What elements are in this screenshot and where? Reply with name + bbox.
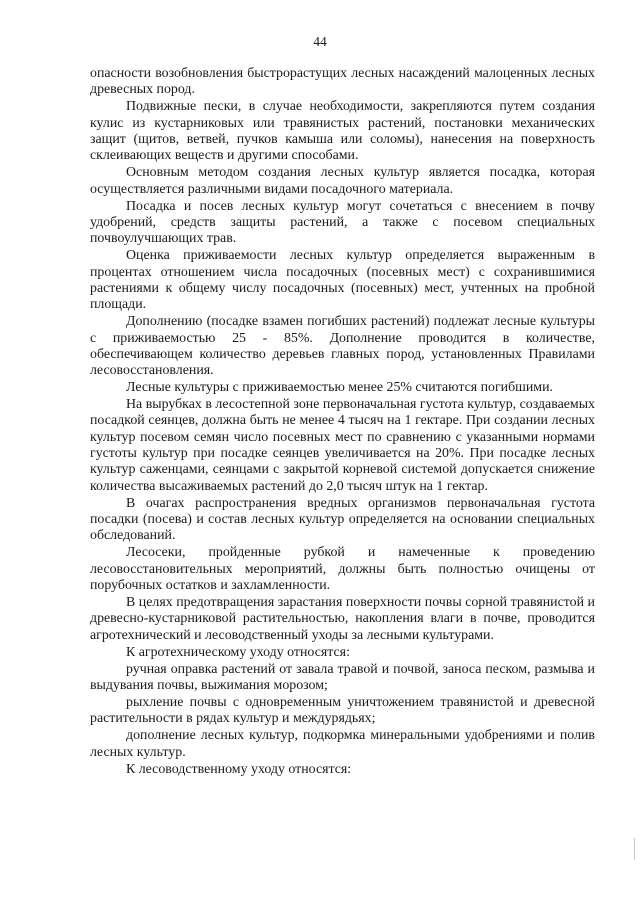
page-number: 44 xyxy=(313,34,327,49)
paragraph: К лесоводственному уходу относятся: xyxy=(126,761,352,777)
paragraph: Основным методом создания лесных культур является посадка, которая осуществляется различными видами посадочного материала. xyxy=(90,165,595,197)
paragraph: дополнение лесных культур, подкормка минеральными удобрениями и полив лесных культур. xyxy=(90,728,595,760)
paragraph: Посадка и посев лесных культур могут сочетаться с внесением в почву удобрений, средств защиты растений, а также с посевом специальных почвоулучшающих трав. xyxy=(90,198,595,247)
paragraph: Подвижные пески, в случае необходимости, закрепляются путем создания кулис из кустарниковых или травянистых растений, постановки механических защит (щитов, ветвей, пучков камыша или соломы), нанесения на поверхность склеивающих веществ и другими способами. xyxy=(90,99,595,164)
paragraph: Дополнению (посадке взамен погибших растений) подлежат лесные культуры с приживаемостью 25 - 85%. Дополнение проводится в количестве, обеспечивающем количество деревьев главных пород, установленных Правилами лесовосстановления. xyxy=(90,314,595,379)
paragraph: К агротехническому уходу относятся: xyxy=(126,644,350,660)
paragraph: В очагах распространения вредных организмов первоначальная густота посадки (посева) и состав лесных культур определяется на основании специальных обследований. xyxy=(90,495,595,544)
paragraph: В целях предотвращения зарастания поверхности почвы сорной травянистой и древесно-кустарниковой растительностью, накопления влаги в почве, проводится агротехнический и лесоводственный уходы за лесными культурами. xyxy=(90,595,595,643)
scan-artifact xyxy=(634,838,635,860)
paragraph: опасности возобновления быстрорастущих лесных насаждений малоценных лесных древесных пород. xyxy=(90,66,595,98)
paragraph: Лесосеки, пройденные рубкой и намеченные к проведению лесовосстановительных мероприятий, должны быть полностью очищены от порубочных остатков и захламленности. xyxy=(90,545,595,593)
document-body xyxy=(90,66,595,779)
paragraph: рыхление почвы с одновременным уничтожением травянистой и древесной растительности в рядах культур и междурядьях; xyxy=(90,695,595,727)
paragraph: ручная оправка растений от завала травой и почвой, заноса песком, размыва и выдувания почвы, выжимания морозом; xyxy=(90,661,595,693)
paragraph: Лесные культуры с приживаемостью менее 25% считаются погибшими. xyxy=(126,380,554,396)
paragraph: Оценка приживаемости лесных культур определяется выраженным в процентах отношением числа посадочных (посевных мест) с сохранившимися растениями к общему числу посадочных (посевных) мест, учтенных на пробной площади. xyxy=(90,248,595,313)
paragraph: На вырубках в лесостепной зоне первоначальная густота культур, создаваемых посадкой сеянцев, должна быть не менее 4 тысяч на 1 гектаре. При создании лесных культур посевом семян число посевных мест по сравнению с указанными нормами густоты культур при посадке сеянцев увеличивается на 20%. При посадке лесных культур саженцами, сеянцами с закрытой корневой системой допускается снижение количества высаживаемых растений до 2,0 тысяч штук на 1 гектар. xyxy=(90,397,595,494)
